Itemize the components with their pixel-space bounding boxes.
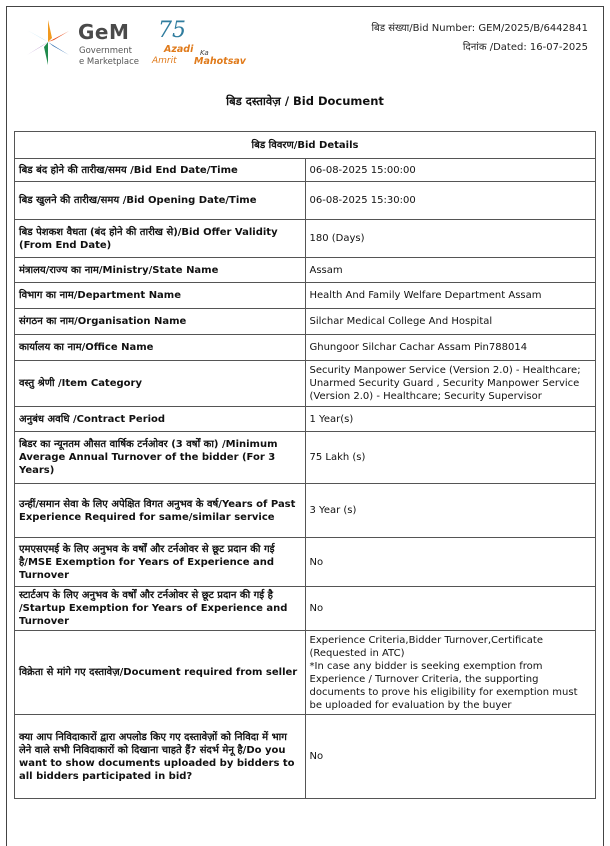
bid-meta [371, 19, 588, 57]
row-label: उन्हीं/समान सेवा के लिए अपेक्षित विगत अनुभव के वर्ष/Years of Past Experience Required for same/similar service [15, 484, 306, 538]
azadi-ka-amrit-mahotsav-logo [150, 18, 260, 74]
table-row [15, 538, 596, 587]
bid-date: दिनांक /Dated: 16-07-2025 [462, 42, 588, 53]
azadi-word: Azadi [164, 44, 194, 55]
table-header-row [15, 132, 596, 159]
exemption-note: *In case any bidder is seeking exemption from Experience / Turnover Criteria, the supporting documents to prove his eligibility for exemption must be uploaded for evaluation by the buyer [309, 660, 578, 711]
row-value: Health And Family Welfare Department Assam [305, 283, 596, 309]
table-row [15, 407, 596, 432]
table-row [15, 361, 596, 407]
row-label: वस्तु श्रेणी /Item Category [15, 361, 306, 407]
bid-details-table [14, 131, 596, 799]
row-value: 180 (Days) [305, 220, 596, 258]
document-list: Experience Criteria,Bidder Turnover,Certificate (Requested in ATC) [309, 634, 543, 659]
gem-subtitle-2: e Marketplace [79, 57, 140, 67]
row-label: कार्यालय का नाम/Office Name [15, 335, 306, 361]
row-value: 1 Year(s) [305, 407, 596, 432]
row-label: अनुबंध अवधि /Contract Period [15, 407, 306, 432]
row-label: मंत्रालय/राज्य का नाम/Ministry/State Name [15, 258, 306, 283]
row-label: बिड बंद होने की तारीख/समय /Bid End Date/Time [15, 159, 306, 182]
row-value: No [305, 715, 596, 799]
table-row [15, 159, 596, 182]
row-value: Ghungoor Silchar Cachar Assam Pin788014 [305, 335, 596, 361]
table-row [15, 309, 596, 335]
row-label: बिड पेशकश वैधता (बंद होने की तारीख से)/Bid Offer Validity (From End Date) [15, 220, 306, 258]
row-value: Security Manpower Service (Version 2.0) - Healthcare; Unarmed Security Guard , Security Manpower Service (Version 2.0) - Healthcare; Security Supervisor [305, 361, 596, 407]
row-value: 06-08-2025 15:00:00 [305, 159, 596, 182]
row-value: 75 Lakh (s) [305, 432, 596, 484]
gem-star-icon [22, 16, 74, 68]
row-value: 3 Year (s) [305, 484, 596, 538]
table-row [15, 631, 596, 715]
row-value: 06-08-2025 15:30:00 [305, 182, 596, 220]
gem-logo [22, 14, 262, 76]
row-value [305, 631, 596, 715]
table-row [15, 484, 596, 538]
azadi-ka: Ka [200, 49, 209, 57]
row-value: No [305, 587, 596, 631]
row-label: स्टार्टअप के लिए अनुभव के वर्षों और टर्नओवर से छूट प्रदान की गई है /Startup Exemption for Years of Experience and Turnover [15, 587, 306, 631]
row-label: विक्रेता से मांगे गए दस्तावेज़/Document required from seller [15, 631, 306, 715]
page-title: बिड दस्तावेज़ / Bid Document [226, 94, 384, 108]
row-label: क्या आप निविदाकारों द्वारा अपलोड किए गए दस्तावेज़ों को निविदा में भाग लेने वाले सभी निविदाकारों को दिखाना चाहते हैं? संदर्भ मेनू है/Do you want to show documents uploaded by bidders to all bidders participated in bid? [15, 715, 306, 799]
table-row [15, 258, 596, 283]
table-row [15, 220, 596, 258]
bid-number: बिड संख्या/Bid Number: GEM/2025/B/6442841 [371, 23, 588, 34]
table-row [15, 432, 596, 484]
table-row [15, 335, 596, 361]
gem-wordmark: GeM [78, 20, 130, 44]
section-title: बिड विवरण/Bid Details [15, 132, 596, 159]
table-row [15, 587, 596, 631]
azadi-75: 75 [158, 18, 186, 43]
row-label: विभाग का नाम/Department Name [15, 283, 306, 309]
row-label: बिड खुलने की तारीख/समय /Bid Opening Date/Time [15, 182, 306, 220]
gem-subtitle-1: Government [79, 46, 133, 56]
table-row [15, 182, 596, 220]
row-value: No [305, 538, 596, 587]
azadi-amrit: Amrit [152, 56, 177, 66]
table-row [15, 715, 596, 799]
row-value: Assam [305, 258, 596, 283]
row-value: Silchar Medical College And Hospital [305, 309, 596, 335]
azadi-mahotsav: Mahotsav [194, 56, 246, 67]
row-label: बिडर का न्यूनतम औसत वार्षिक टर्नओवर (3 वर्षों का) /Minimum Average Annual Turnover of the bidder (For 3 Years) [15, 432, 306, 484]
row-label: संगठन का नाम/Organisation Name [15, 309, 306, 335]
row-label: एमएसएमई के लिए अनुभव के वर्षों और टर्नओवर से छूट प्रदान की गई है/MSE Exemption for Years of Experience and Turnover [15, 538, 306, 587]
table-row [15, 283, 596, 309]
